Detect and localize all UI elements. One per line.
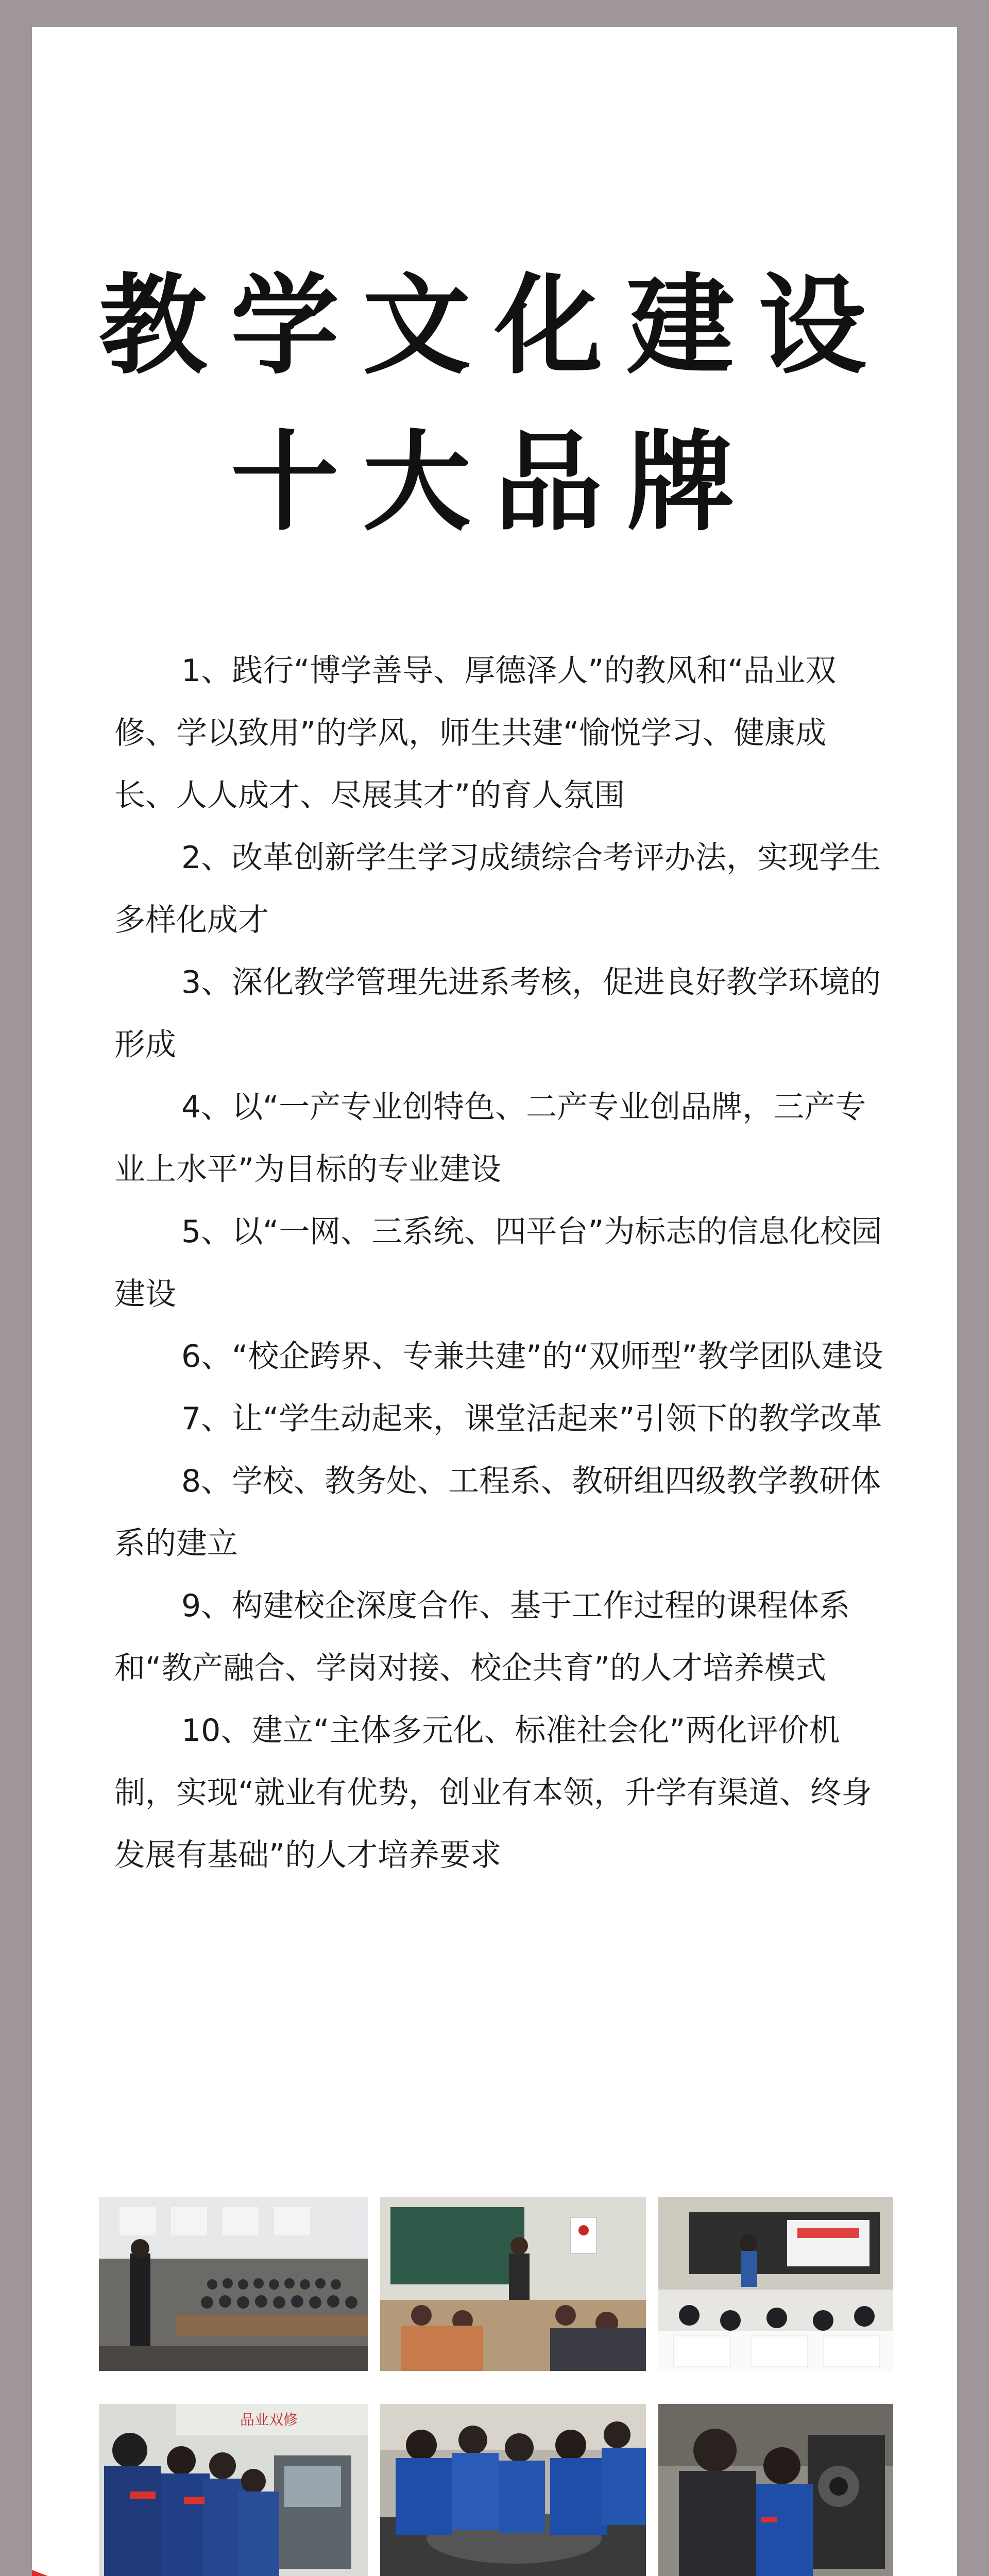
- red-ribbon-decoration: [32, 2549, 957, 2576]
- photo-grid: [99, 2197, 892, 2576]
- brand-item-6: 6、“校企跨界、专兼共建”的“双师型”教学团队建设: [181, 1338, 883, 1375]
- brand-list: [114, 640, 887, 1887]
- photo-board-text: 品业双修: [240, 2411, 298, 2428]
- brand-item-4: 4、以“一产专业创特色、二产专业创品牌，三产专业上水平”为目标的专业建设: [114, 1089, 866, 1188]
- brand-item-2: 2、改革创新学生学习成绩综合考评办法，实现学生多样化成才: [114, 840, 881, 938]
- brand-item-3: 3、深化教学管理先进系考核，促进良好教学环境的形成: [114, 964, 881, 1063]
- poster-title-line-2: 十大品牌: [230, 419, 758, 546]
- banner-poster: [32, 27, 957, 2576]
- brand-item-7: 7、让“学生动起来，课堂活起来”引领下的教学改革: [181, 1401, 882, 1437]
- brand-item-8: 8、学校、教务处、工程系、教研组四级教学教研体系的建立: [114, 1463, 881, 1562]
- poster-title-line-1: 教学文化建设: [98, 263, 890, 389]
- brand-item-10: 10、建立“主体多元化、标准社会化”两化评价机制，实现“就业有优势，创业有本领，升学有渠道、终身发展有基础”的人才培养要求: [114, 1713, 873, 1873]
- photo-projector-room: [658, 2197, 893, 2371]
- photo-classroom: [380, 2197, 646, 2371]
- brand-item-5: 5、以“一网、三系统、四平台”为标志的信息化校园建设: [114, 1214, 882, 1312]
- brand-item-1: 1、践行“博学善导、厚德泽人”的教风和“品业双修、学以致用”的学风，师生共建“愉悦学习、健康成长、人人成才、尽展其才”的育人氛围: [114, 653, 837, 814]
- brand-item-9: 9、构建校企深度合作、基于工作过程的课程体系和“教产融合、学岗对接、校企共育”的人才培养模式: [114, 1588, 850, 1686]
- photo-lecture-hall: [99, 2197, 368, 2371]
